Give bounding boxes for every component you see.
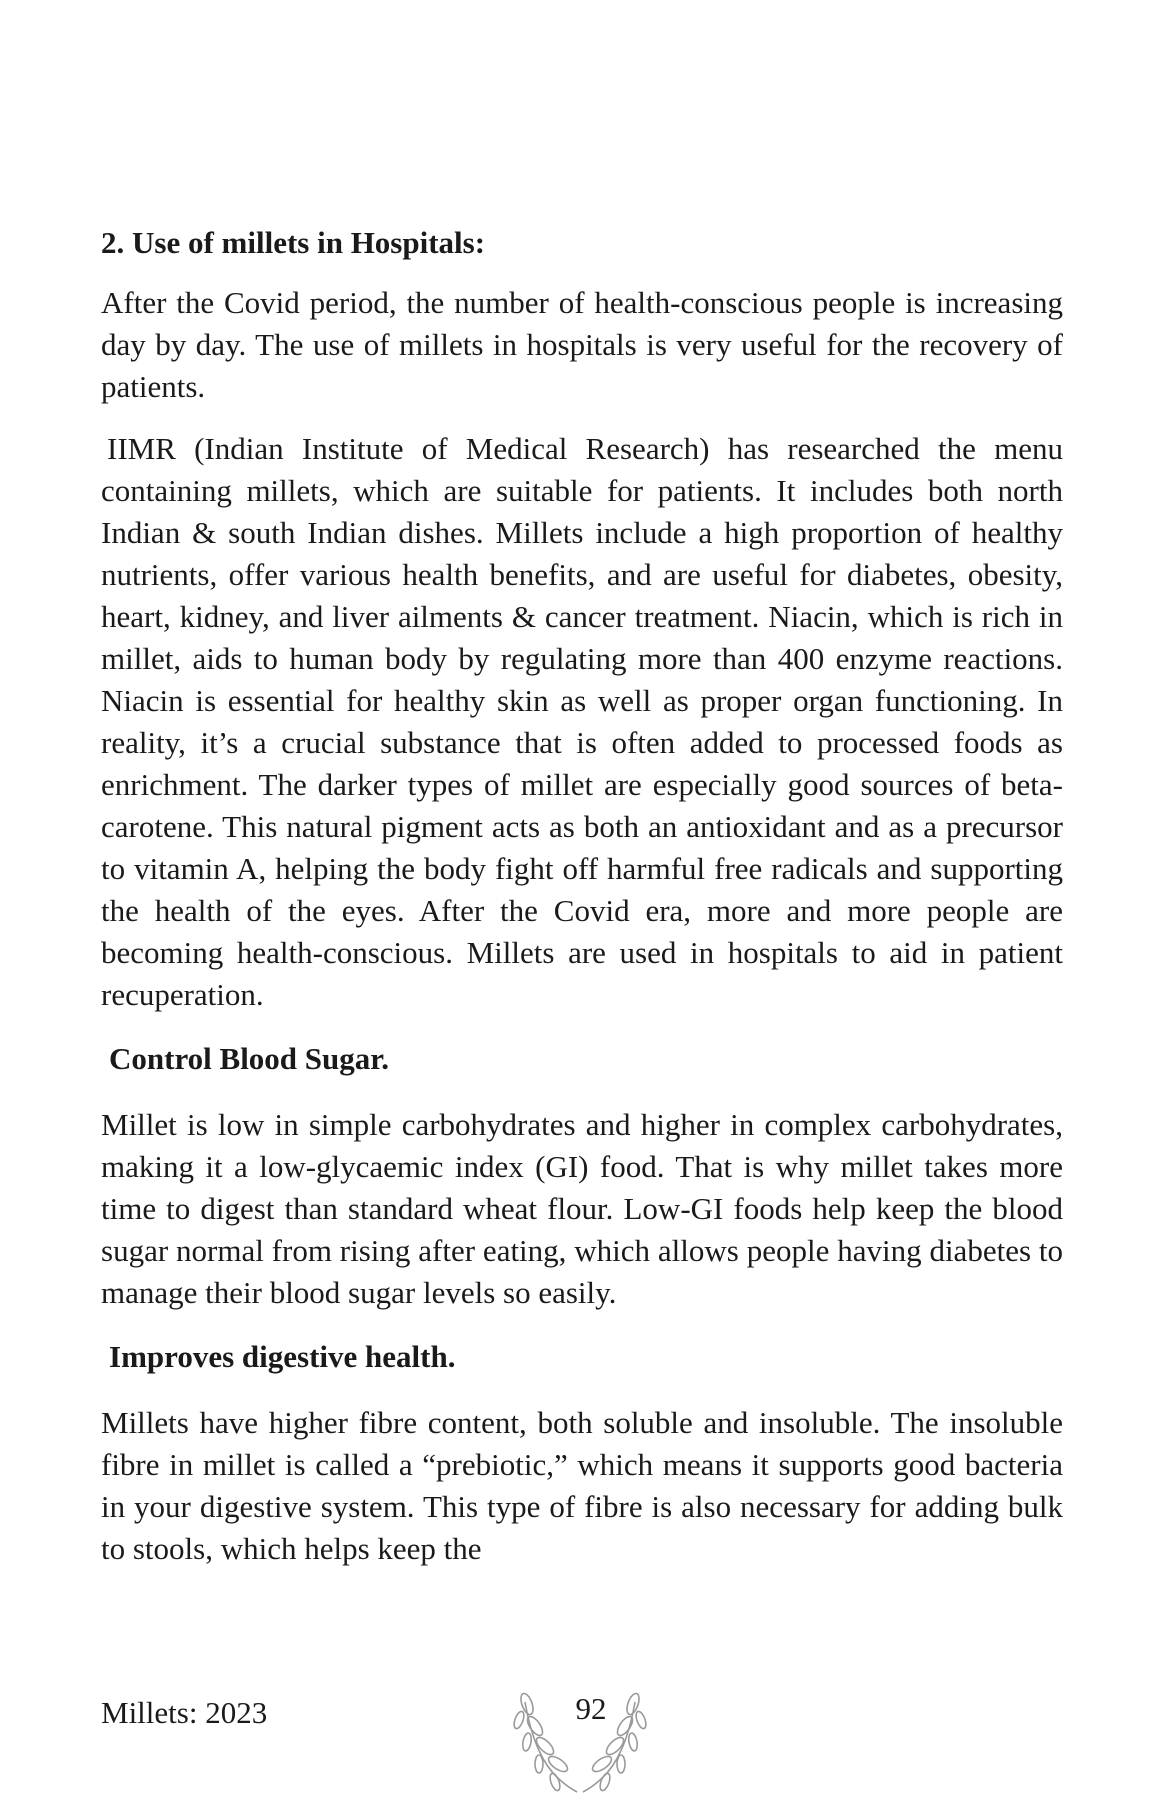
paragraph: Millets have higher fibre content, both soluble and insoluble. The insoluble fibre in millet is called a “prebiotic,” which means it supports good bacteria in your digestive system. This type of fibre is also necessary for adding bulk to stools, which helps keep the [101,1405,1063,1566]
paragraph: After the Covid period, the number of health-conscious people is increasing day by day. The use of millets in hospitals is very useful for the recovery of patients. [101,285,1063,404]
page-number: 92 [575,1691,607,1726]
footer-book-title: Millets: 2023 [101,1695,268,1730]
subheading-digestive-health: Improves digestive health. [109,1339,456,1374]
section-heading: 2. Use of millets in Hospitals: [101,225,486,260]
paragraph: IIMR (Indian Institute of Medical Research) has researched the menu containing millets, which are suitable for patients. It includes both north Indian & south Indian dishes. Millets include a high proportion of healthy nutrients, offer various health benefits, and are useful for diabetes, obesity, heart, kidney, and liver ailments & cancer treatment. Niacin, which is rich in millet, aids to human body by regulating more than 400 enzyme reactions. Niacin is essential for healthy skin as well as proper organ functioning. In reality, it’s a crucial substance that is often added to processed foods as enrichment. The darker types of millet are especially good sources of beta-carotene. This natural pigment acts as both an antioxidant and as a precursor to vitamin A, helping the body fight off harmful free radicals and supporting the health of the eyes. After the Covid era, more and more people are becoming health-conscious. Millets are used in hospitals to aid in patient recuperation. [101,431,1063,1012]
subheading-control-blood-sugar: Control Blood Sugar. [109,1041,389,1076]
page-content [101,222,1063,1570]
paragraph: Millet is low in simple carbohydrates and higher in complex carbohydrates, making it a low-glycaemic index (GI) food. That is why millet takes more time to digest than standard wheat flour. Low-GI foods help keep the blood sugar normal from rising after eating, which allows people having diabetes to manage their blood sugar levels so easily. [101,1107,1063,1310]
